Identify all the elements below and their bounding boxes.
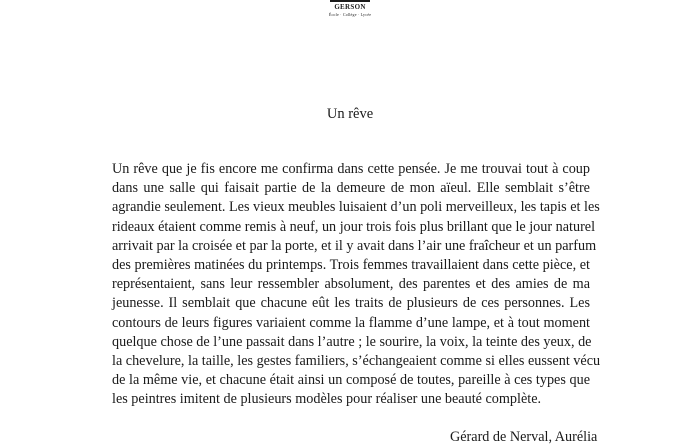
text-line: arrivait par la croisée et par la porte, et il y avait dans l’air une fraîcheur et un parfum — [112, 237, 597, 254]
text-line: agrandie seulement. Les vieux meubles luisaient d’un poli merveilleux, les tapis et les — [112, 199, 600, 216]
school-logo-bar — [330, 0, 370, 2]
text-line: la chevelure, la taille, les gestes familiers, s’échangeaient comme si elles eussent vécu — [112, 353, 601, 370]
school-subtitle: École · Collège · Lycée — [328, 12, 372, 17]
text-line: contours de leurs figures variaient comme la flamme d’une lampe, et à tout moment — [112, 314, 590, 331]
text-line: Un rêve que je fis encore me confirma dans cette pensée. Je me trouvai tout à coup — [112, 161, 590, 177]
text-line: rideaux étaient comme remis à neuf, un jour trois fois plus brillant que le jour naturel — [112, 218, 596, 235]
poem-title: Un rêve — [326, 106, 374, 122]
text-body — [112, 160, 601, 410]
text-line: représentaient, sans leur ressembler absolument, des parentes et des amies de ma — [112, 276, 590, 293]
text-line: jeunesse. Il semblait que chacune eût les traits de plusieurs de ces personnes. Les — [112, 295, 590, 312]
attribution: Gérard de Nerval, Aurélia — [450, 429, 598, 445]
text-line: les peintres imitent de plusieurs modèles pour réaliser une beauté complète. — [112, 391, 542, 408]
text-line: dans une salle qui faisait partie de la demeure de mon aïeul. Elle semblait s’être — [112, 180, 590, 197]
school-name: GERSON — [334, 3, 366, 11]
text-line: quelque chose de l’une passait dans l’autre ; le sourire, la voix, la teinte des yeux, de — [112, 333, 592, 350]
text-line: des premières matinées du printemps. Trois femmes travaillaient dans cette pièce, et — [112, 257, 590, 274]
school-header — [0, 0, 700, 18]
text-line: de la même vie, et chacune était ainsi un composé de toutes, pareille à ces types que — [112, 372, 590, 389]
